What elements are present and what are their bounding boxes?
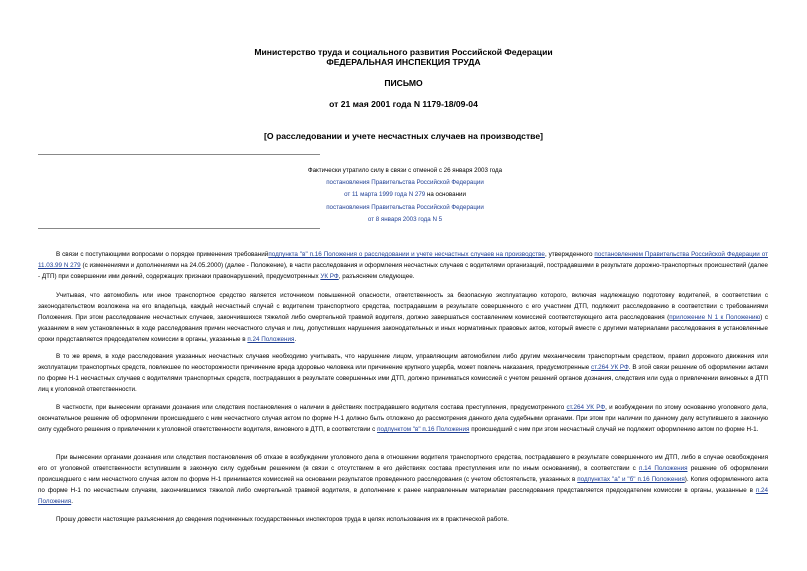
paragraph-3 bbox=[38, 351, 768, 395]
paragraph-text: В связи с поступающими вопросами о порядке применения требований bbox=[56, 251, 269, 258]
paragraph-text: Учитывая, что автомобиль или иное транспортное средство является источником повышенной опасности, ответственность за безопасную эксплуатацию которого, включая надлежащую подготовку водителей, в соответствии с законодательством возложена на его владельца, каждый несчастный случай с водителем транспортного средства, пострадавшим в результате совершенного с его участием ДТП, подлежит расследованию в соответствии с требованиями Положения. При этом расследование несчастных случаев, закончившихся тяжелой либо смертельной травмой водителя, должно завершаться составлением комиссией соответствующего акта расследования ( bbox=[38, 292, 768, 322]
status-note-text: на основании bbox=[425, 191, 466, 199]
status-note-link-resolution[interactable]: постановления Правительства Российской Федерации bbox=[326, 179, 484, 187]
link-p24[interactable]: п.24 Положения bbox=[38, 487, 768, 506]
paragraph-5 bbox=[38, 452, 768, 507]
bottom-divider bbox=[38, 228, 320, 229]
status-note-link-date-2[interactable]: от 8 января 2003 года N 5 bbox=[367, 215, 443, 223]
paragraph-text: (с изменениями и дополнениями на 24.05.2000) (далее - Положение), в части расследования и оформления несчастных случаев с водителями организаций, пострадавшими в результате дорожно-транспортных происшествий (далее - ДТП) при совершении ими деяний, содержащих признаки правонарушений, предусмотренных bbox=[38, 262, 768, 281]
status-note-link-resolution-2[interactable]: постановления Правительства Российской Федерации bbox=[326, 203, 484, 211]
ministry-name: Министерство труда и социального развития Российской Федерации bbox=[254, 47, 553, 57]
paragraph-text: . bbox=[294, 336, 297, 344]
link-subparagraph-v[interactable]: подпункта "в" п.16 Положения о расследовании и учете несчастных случаев на производстве bbox=[268, 251, 545, 258]
link-art-264[interactable]: ст.264 УК РФ bbox=[591, 364, 629, 372]
document-subject: [О расследовании и учете несчастных случаев на производстве] bbox=[264, 131, 543, 141]
link-resolution-279[interactable]: постановлением Правительства Российской Федерации от 11.03.99 N 279 bbox=[38, 251, 768, 270]
document-type: ПИСЬМО bbox=[384, 78, 423, 88]
link-art-264[interactable]: ст.264 УК РФ bbox=[566, 404, 606, 411]
paragraph-1 bbox=[38, 249, 768, 282]
link-appendix-1[interactable]: приложение N 1 к Положению bbox=[669, 314, 761, 322]
link-criminal-code[interactable]: УК РФ bbox=[320, 273, 339, 281]
link-p14[interactable]: п.14 Положения bbox=[639, 465, 688, 473]
paragraph-text: происшедший с ним при этом несчастный случай не подлежит оформлению актом по форме Н-1. bbox=[469, 426, 759, 434]
paragraph-text: ) с указанием в нем установленных в ходе расследования причин несчастного случая и лиц, допустивших нарушения законодательных и иных нормативных правовых актов, который вместе с другими материалами расследования в установленные сроки представляется председателем комиссии в органы, указанные в bbox=[38, 314, 769, 344]
paragraph-text: . В этой связи решение об оформлении актами по форме Н-1 несчастных случаев с водителями транспортных средств, пострадавших в результате совершенных ими ДТП, должно приниматься комиссией с учетом решений органов дознания, следствия или суда о привлечении виновных в ДТП лиц к уголовной ответственности. bbox=[38, 364, 768, 394]
status-note-link-date[interactable]: от 11 марта 1999 года N 279 bbox=[344, 191, 426, 199]
paragraph-text: В то же время, в ходе расследования указанных несчастных случаев необходимо учитывать, что нарушение лицом, управляющим автомобилем либо другим механическим транспортным средством, правил дорожного движения или эксплуатации транспортных средств, повлекшее по неосторожности причинение вреда здоровью человека или причинение крупного ущерба, может повлечь наказания, предусмотренные bbox=[38, 353, 768, 372]
paragraph-2 bbox=[38, 290, 768, 345]
link-subparagraph-v[interactable]: подпунктом "в" п.16 Положения bbox=[377, 426, 470, 434]
paragraph-text: , утвержденного bbox=[544, 251, 595, 258]
paragraph-text: ). Копия оформленного акта по форме Н-1 по несчастным случаям, закончившимся тяжелой либо смертельной травмой водителя, в дополнение к ранее направленным материалам расследования представляется председателем комиссии в органы, указанные в bbox=[38, 476, 768, 495]
paragraph-text: решение об оформлении происшедшего с ним несчастного случая актом по форме Н-1 принимается комиссией на основании результатов проведенного расследования (с учетом обстоятельств, указанных в bbox=[38, 465, 768, 484]
link-subparagraphs-a-b[interactable]: подпунктах "а" и "б" п.16 Положения bbox=[577, 476, 685, 484]
document-date-number: от 21 мая 2001 года N 1179-18/09-04 bbox=[329, 99, 478, 109]
paragraph-text: , разъясняем следующее. bbox=[338, 273, 415, 281]
paragraph-6 bbox=[38, 514, 768, 525]
paragraph-text: . bbox=[71, 498, 73, 506]
status-note bbox=[260, 165, 550, 226]
paragraph-text: Прошу довести настоящие разъяснения до сведения подчиненных государственных инспекторов труда в целях использования их в практической работе. bbox=[56, 516, 509, 523]
top-divider bbox=[38, 154, 320, 155]
link-p24[interactable]: п.24 Положения bbox=[247, 336, 295, 344]
status-note-line1: Фактически утратило силу в связи с отменой с 26 января 2003 года bbox=[307, 167, 503, 174]
paragraph-4 bbox=[38, 402, 768, 435]
paragraph-text: В частности, при вынесении органами дознания или следствия постановления о наличии в действиях пострадавшего водителя состава преступления, предусмотренного bbox=[56, 404, 567, 411]
inspection-name: ФЕДЕРАЛЬНАЯ ИНСПЕКЦИЯ ТРУДА bbox=[326, 57, 481, 67]
paragraph-text: , и возбуждении по этому основанию уголовного дела, окончательное решение об оформлении происшедшего с ним несчастного случая актом по форме Н-1 должно быть отложено до рассмотрения данного дела судебными органами. При этом при наличии по данному делу вступившего в законную силу судебного решения о привлечении к уголовной ответственности водителя, виновного в ДТП, в соответствии с bbox=[38, 404, 768, 434]
paragraph-text: При вынесении органами дознания или следствия постановления об отказе в возбуждении уголовного дела в отношении водителя транспортного средства, пострадавшего в результате совершенного им ДТП, либо в случае освобождения его от уголовной ответственности вступившим в законную силу судебным решением (в связи с отсутствием в его действиях состава преступления или по иным основаниям), в соответствии с bbox=[38, 454, 768, 473]
